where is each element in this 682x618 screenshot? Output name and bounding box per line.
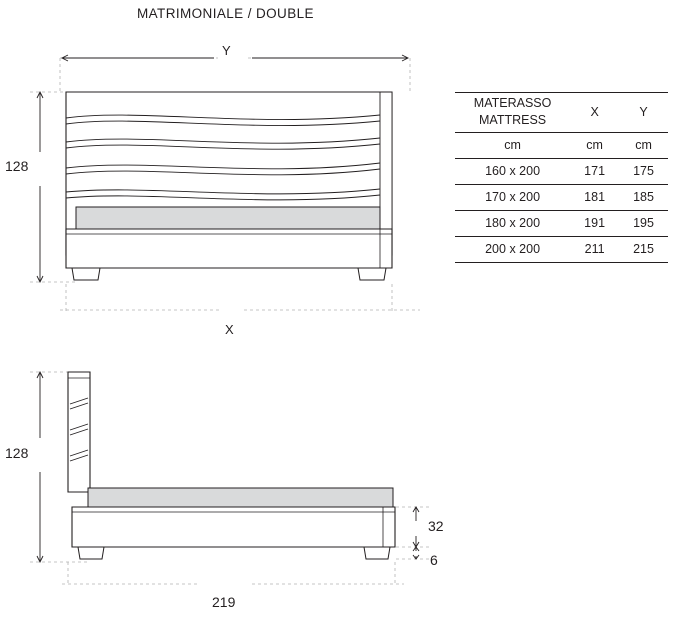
- table-row: [455, 185, 668, 211]
- header-y: Y: [619, 92, 668, 133]
- row-size: 160 x 200: [455, 159, 570, 185]
- row-size: 180 x 200: [455, 211, 570, 237]
- row-x: 211: [570, 237, 619, 263]
- table-row: [455, 159, 668, 185]
- table-row: [455, 237, 668, 263]
- row-y: 185: [619, 185, 668, 211]
- table-row: [455, 211, 668, 237]
- header-mattress-en: MATTRESS: [479, 113, 547, 127]
- header-x: X: [570, 92, 619, 133]
- row-size: 170 x 200: [455, 185, 570, 211]
- table-header-row: [455, 92, 668, 133]
- y-axis-label: Y: [222, 43, 231, 58]
- header-mattress: [455, 92, 570, 133]
- row-size: 200 x 200: [455, 237, 570, 263]
- unit-y: cm: [619, 133, 668, 159]
- front-height-dimension: 128: [5, 158, 29, 174]
- x-axis-label: X: [225, 322, 234, 337]
- row-y: 175: [619, 159, 668, 185]
- table-units-row: [455, 133, 668, 159]
- row-y: 195: [619, 211, 668, 237]
- side-height-dimension: 128: [5, 445, 29, 461]
- drawing-title: MATRIMONIALE / DOUBLE: [137, 6, 314, 21]
- row-x: 191: [570, 211, 619, 237]
- unit-name: cm: [455, 133, 570, 159]
- mattress-height-dimension: 32: [428, 518, 444, 534]
- side-length-dimension: 219: [212, 594, 236, 610]
- foot-height-dimension: 6: [430, 552, 438, 568]
- row-y: 215: [619, 237, 668, 263]
- header-mattress-it: MATERASSO: [473, 96, 552, 110]
- row-x: 171: [570, 159, 619, 185]
- mattress-size-table: [455, 92, 668, 263]
- row-x: 181: [570, 185, 619, 211]
- unit-x: cm: [570, 133, 619, 159]
